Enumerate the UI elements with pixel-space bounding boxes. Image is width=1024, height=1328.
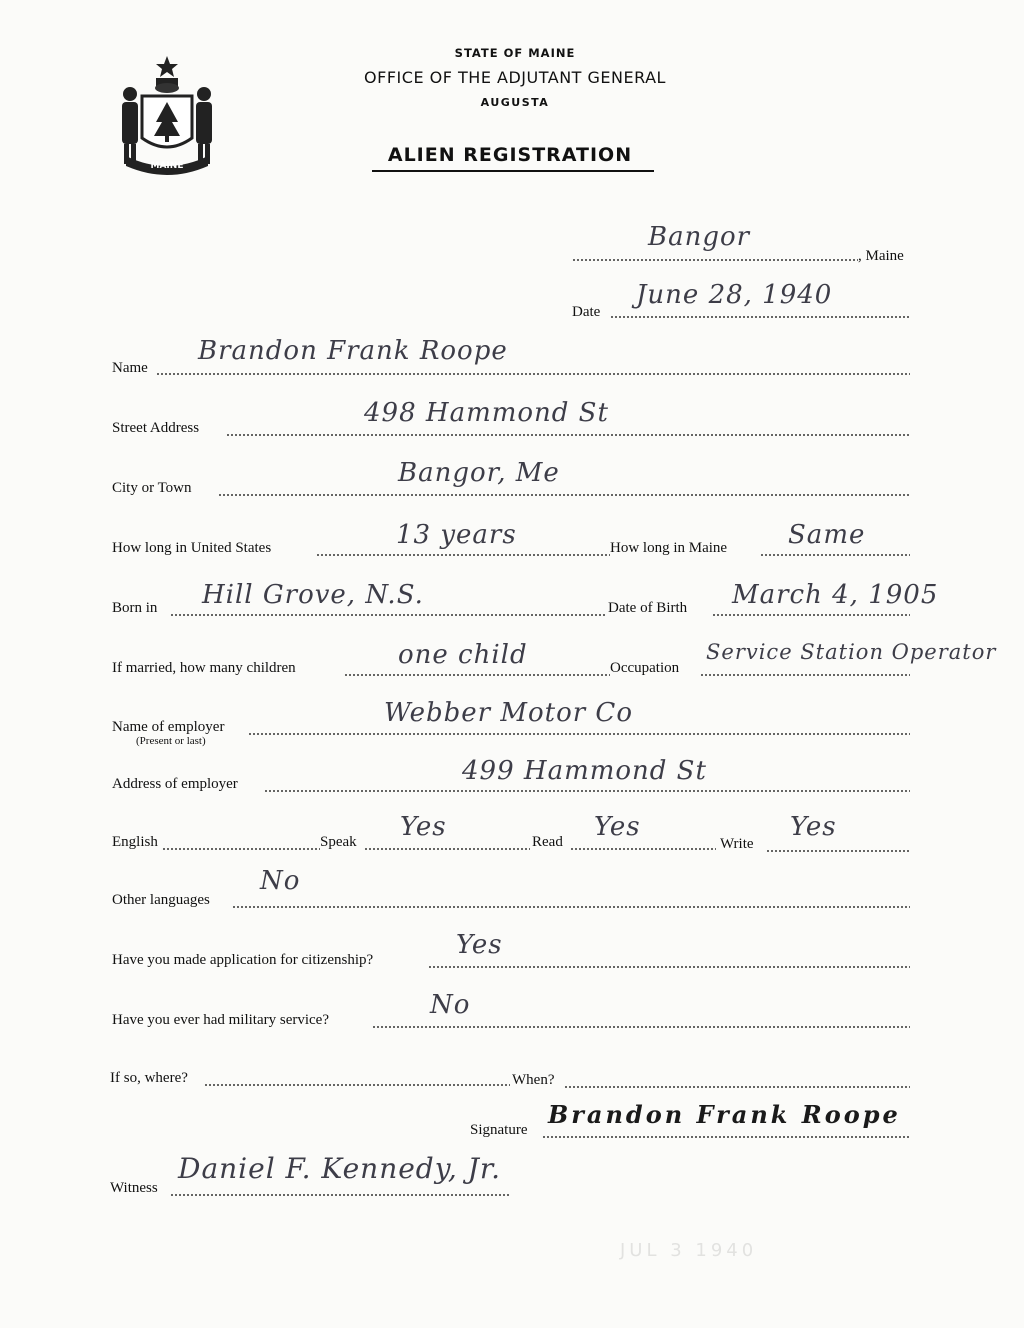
dob-line bbox=[712, 614, 910, 616]
children-value: one child bbox=[398, 640, 528, 670]
signature-label: Signature bbox=[470, 1122, 528, 1138]
employer-line bbox=[248, 733, 910, 735]
how-long-us-label: How long in United States bbox=[112, 540, 272, 556]
employer-value: Webber Motor Co bbox=[384, 698, 633, 728]
how-long-maine-line bbox=[760, 554, 910, 556]
city-label: City or Town bbox=[112, 480, 192, 496]
military-label: Have you ever had military service? bbox=[112, 1012, 329, 1028]
when-label: When? bbox=[512, 1072, 555, 1088]
other-languages-label: Other languages bbox=[112, 892, 210, 908]
occupation-label: Occupation bbox=[610, 660, 680, 676]
how-long-us-value: 13 years bbox=[396, 520, 517, 550]
city-line bbox=[218, 494, 910, 496]
english-line bbox=[162, 848, 320, 850]
street-address-line bbox=[226, 434, 910, 436]
employer-note: (Present or last) bbox=[136, 735, 206, 747]
where-label: If so, where? bbox=[110, 1070, 188, 1086]
received-stamp: JUL 3 1940 bbox=[620, 1240, 758, 1261]
employer-address-line bbox=[264, 790, 910, 792]
witness-value: Daniel F. Kennedy, Jr. bbox=[178, 1152, 502, 1185]
name-value: Brandon Frank Roope bbox=[198, 336, 508, 366]
how-long-maine-label: How long in Maine bbox=[610, 540, 728, 556]
city-value: Bangor, Me bbox=[398, 458, 560, 488]
maine-label: , Maine bbox=[858, 248, 904, 264]
write-line bbox=[766, 850, 910, 852]
signature-value: Brandon Frank Roope bbox=[548, 1100, 901, 1129]
place-value: Bangor bbox=[648, 222, 751, 252]
header-office: OFFICE OF THE ADJUTANT GENERAL bbox=[364, 68, 666, 87]
military-line bbox=[372, 1026, 910, 1028]
where-line bbox=[204, 1084, 510, 1086]
how-long-maine-value: Same bbox=[788, 520, 866, 550]
form-title: ALIEN REGISTRATION bbox=[387, 144, 633, 166]
when-line bbox=[564, 1086, 910, 1088]
employer-address-label: Address of employer bbox=[112, 776, 238, 792]
speak-label: Speak bbox=[320, 834, 357, 850]
occupation-value: Service Station Operator bbox=[706, 640, 997, 664]
read-value: Yes bbox=[594, 812, 641, 842]
place-line bbox=[572, 259, 858, 261]
date-line bbox=[610, 316, 910, 318]
header-city: AUGUSTA bbox=[480, 96, 550, 109]
occupation-line bbox=[700, 674, 910, 676]
born-in-label: Born in bbox=[112, 600, 158, 616]
other-languages-value: No bbox=[260, 866, 301, 896]
read-line bbox=[570, 848, 716, 850]
header-state: STATE OF MAINE bbox=[454, 46, 576, 60]
dob-label: Date of Birth bbox=[608, 600, 688, 616]
date-value: June 28, 1940 bbox=[636, 280, 833, 310]
how-long-us-line bbox=[316, 554, 610, 556]
name-label: Name bbox=[112, 360, 148, 376]
street-address-label: Street Address bbox=[112, 420, 200, 436]
maine-seal-icon bbox=[112, 52, 222, 178]
title-underline bbox=[372, 170, 654, 172]
witness-label: Witness bbox=[110, 1180, 158, 1196]
seal-text: MAINE bbox=[150, 161, 184, 171]
employer-address-value: 499 Hammond St bbox=[462, 756, 707, 786]
write-value: Yes bbox=[790, 812, 837, 842]
date-label: Date bbox=[572, 304, 601, 320]
street-address-value: 498 Hammond St bbox=[364, 398, 609, 428]
speak-line bbox=[364, 848, 530, 850]
citizenship-label: Have you made application for citizenship? bbox=[112, 952, 374, 968]
write-label: Write bbox=[720, 836, 754, 852]
children-label: If married, how many children bbox=[112, 660, 296, 676]
children-line bbox=[344, 674, 610, 676]
citizenship-value: Yes bbox=[456, 930, 503, 960]
other-languages-line bbox=[232, 906, 910, 908]
witness-line bbox=[170, 1194, 510, 1196]
english-label: English bbox=[112, 834, 158, 850]
military-value: No bbox=[430, 990, 471, 1020]
citizenship-line bbox=[428, 966, 910, 968]
signature-line bbox=[542, 1136, 910, 1138]
employer-label: Name of employer bbox=[112, 719, 225, 735]
dob-value: March 4, 1905 bbox=[732, 580, 939, 610]
speak-value: Yes bbox=[400, 812, 447, 842]
born-in-line bbox=[170, 614, 606, 616]
name-line bbox=[156, 373, 910, 375]
born-in-value: Hill Grove, N.S. bbox=[202, 580, 424, 610]
read-label: Read bbox=[532, 834, 563, 850]
